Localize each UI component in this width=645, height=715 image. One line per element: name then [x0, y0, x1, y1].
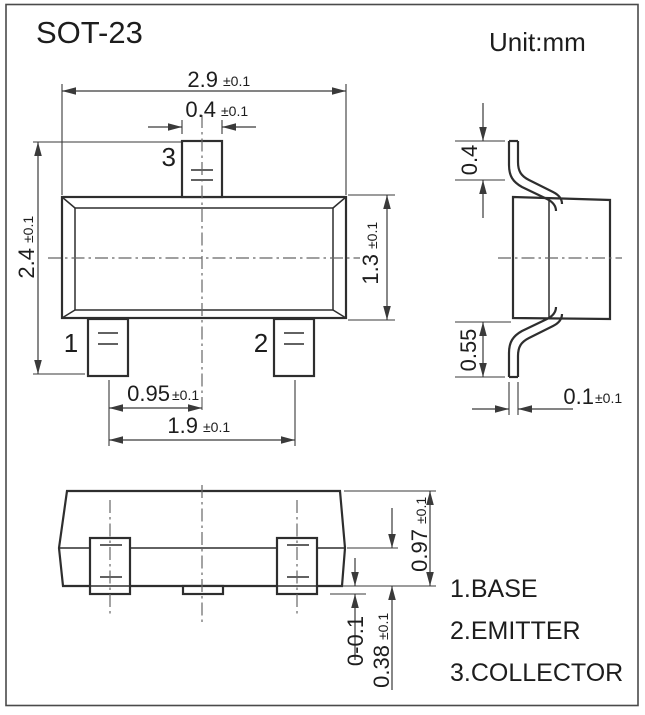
dim-body-depth-value: 1.3: [358, 254, 383, 285]
dim-lead-thickness: [472, 382, 622, 415]
legend-item-base: 1.BASE: [450, 575, 538, 603]
dim-body-depth-tol: ±0.1: [364, 221, 380, 249]
dim-lead-top-length: [455, 103, 505, 218]
dim-pin-pitch-value: 0.95: [127, 381, 170, 406]
pin3-label: 3: [161, 142, 176, 172]
dim-total-height-value: 0.97: [407, 529, 432, 572]
dim-pin-pitch-tol: ±0.1: [172, 387, 200, 403]
dim-lead-height-tol: ±0.1: [375, 612, 391, 640]
dim-pin-span-tol: ±0.1: [203, 419, 231, 435]
pin2-lead: [274, 319, 314, 376]
dim-standoff-value: 0-0.1: [343, 615, 368, 667]
pin-legend: [450, 575, 623, 687]
dim-lead-bottom-length-value: 0.55: [456, 328, 481, 372]
dim-total-height: [330, 491, 436, 586]
pin2-label: 2: [253, 328, 269, 358]
dim-pin3-width-value: 0.4: [185, 97, 216, 122]
pin1-label: 1: [63, 328, 79, 358]
dim-pin-span-value: 1.9: [167, 413, 198, 438]
dim-pin3-width: [148, 97, 256, 134]
dim-body-height-value: 2.4: [14, 248, 39, 279]
dim-body-height-tol: ±0.1: [20, 215, 36, 243]
dim-body-width-tol: ±0.1: [223, 73, 251, 89]
legend-item-emitter: 2.EMITTER: [450, 617, 581, 645]
dim-lead-bottom-length: [455, 322, 511, 377]
bottom-view: [59, 485, 436, 690]
dim-total-height-tol: ±0.1: [413, 496, 429, 524]
page-title: SOT-23: [36, 15, 143, 50]
dim-lead-thickness-value: 0.1: [563, 384, 594, 409]
front-view: [14, 67, 395, 446]
dim-body-width-value: 2.9: [187, 67, 218, 92]
side-view: [455, 103, 622, 415]
pin1-lead: [88, 319, 128, 376]
dim-lead-thickness-tol: ±0.1: [595, 390, 623, 406]
bottom-center-lead-foot: [183, 586, 223, 594]
unit-label: Unit:mm: [489, 27, 586, 57]
dim-pin3-width-tol: ±0.1: [221, 103, 249, 119]
dim-lead-top-length-value: 0.4: [457, 144, 482, 176]
legend-item-collector: 3.COLLECTOR: [450, 659, 624, 687]
dim-lead-height-value: 0.38: [369, 645, 394, 688]
